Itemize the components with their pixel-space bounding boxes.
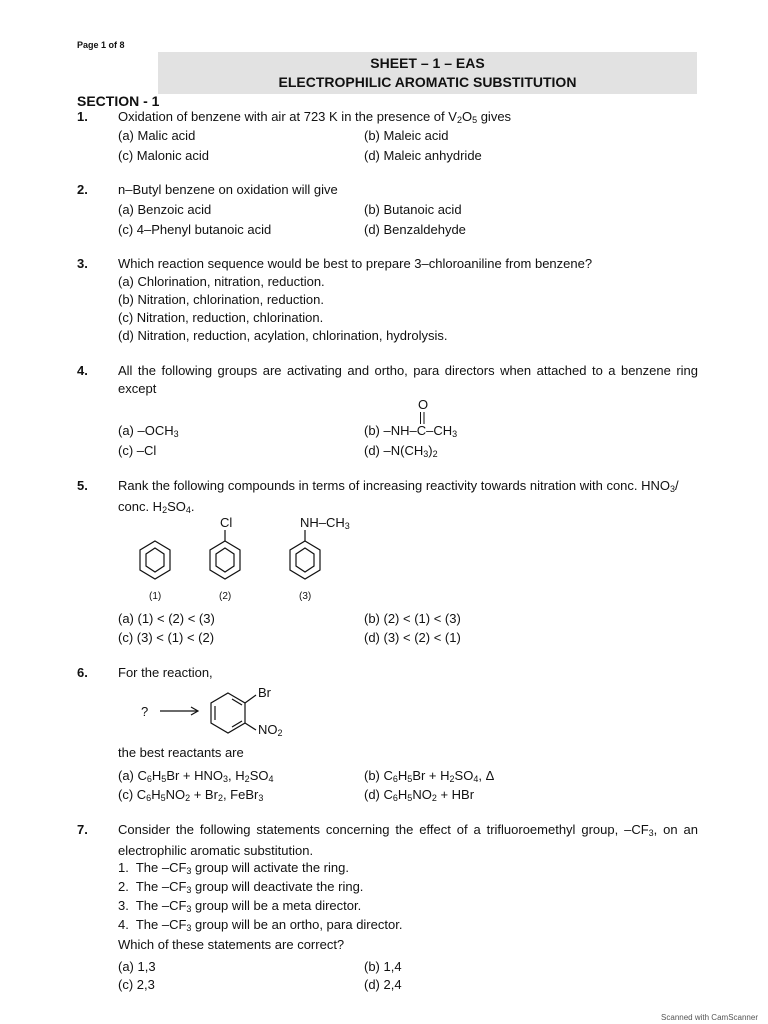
option: (b) 1,4 [364, 959, 402, 974]
br-bond [245, 695, 256, 703]
question-number: 4. [77, 363, 88, 378]
option: (b) $-NH-C-CH_3$ [364, 423, 458, 439]
compound-label: (1) [149, 591, 162, 602]
option: (c) 4–Phenyl butanoic acid [118, 222, 272, 237]
no2-bond [245, 723, 256, 730]
question-text: Which reaction sequence would be best to prepare 3–chloroaniline from benzene? [118, 256, 593, 271]
option: (a) $-OCH_3$ [118, 423, 179, 439]
option: (d) $C_6H_5NO_2$ + HBr [364, 787, 475, 803]
question-text: Oxidation of benzene with air at 723 K in the presence of $V_2O_5$ gives [118, 109, 512, 125]
option: (b) Butanoic acid [364, 202, 462, 217]
option: (c) Malonic acid [118, 148, 210, 163]
option: (c) –Cl [118, 443, 157, 458]
sheet-title: SHEET – 1 – EAS [370, 55, 485, 71]
product-br: Br [258, 685, 271, 700]
product-ring [211, 693, 245, 733]
question-text: Consider the following statements concerning the effect of a trifluoroemethyl group, $-CF_3$, on an electrophilic aromatic substitution. [118, 822, 698, 858]
option: (c) (3) < (1) < (2) [118, 630, 215, 645]
statement: 4. The $-CF_3$ group will be an ortho, para director. [118, 917, 403, 933]
question-number: 5. [77, 478, 88, 493]
option: (b) $C_6H_5Br + H_2SO_4$, Δ [364, 768, 495, 784]
scanner-watermark: Scanned with CamScanner [661, 1013, 758, 1022]
question-number: 3. [77, 256, 88, 271]
question-text: n–Butyl benzene on oxidation will give [118, 182, 338, 197]
option: (d) (3) < (2) < (1) [364, 630, 461, 645]
substituent-nhch3: $NH-CH_3$ [300, 515, 350, 531]
section-title: SECTION - 1 [77, 93, 160, 109]
option: (b) Maleic acid [364, 128, 449, 143]
substituent-cl: Cl [220, 515, 233, 530]
option: (a) 1,3 [118, 959, 156, 974]
option: (b) (2) < (1) < (3) [364, 611, 461, 626]
option: (d) Nitration, reduction, acylation, chlorination, hydrolysis. [118, 328, 448, 343]
option: (a) (1) < (2) < (3) [118, 611, 215, 626]
option: (a) $C_6H_5Br + HNO_3$, $H_2SO_4$ [118, 768, 274, 784]
question-text: For the reaction, [118, 665, 213, 680]
compound-label: (2) [219, 591, 232, 602]
question-number: 6. [77, 665, 88, 680]
statement: 2. The $-CF_3$ group will deactivate the ring. [118, 879, 364, 895]
option: (c) 2,3 [118, 977, 155, 992]
compound-label: (3) [299, 591, 312, 602]
option: (b) Nitration, chlorination, reduction. [118, 292, 324, 307]
statement: 3. The $-CF_3$ group will be a meta director. [118, 898, 362, 914]
option: (d) Benzaldehyde [364, 222, 466, 237]
option: (a) Malic acid [118, 128, 196, 143]
option: (a) Benzoic acid [118, 202, 212, 217]
question-number: 2. [77, 182, 88, 197]
question-text: Rank the following compounds in terms of increasing reactivity towards nitration with conc. $HNO_3/$ conc. $H_2SO_4$. [118, 478, 679, 515]
reactant-unknown: ? [141, 704, 149, 719]
product-no2: $NO_2$ [258, 722, 283, 738]
carbonyl-oxygen: O [418, 397, 429, 412]
statement: 1. The $-CF_3$ group will activate the ring. [118, 860, 349, 876]
question-number: 7. [77, 822, 88, 837]
question-number: 1. [77, 109, 88, 124]
option: (c) Nitration, reduction, chlorination. [118, 310, 324, 325]
question-text: All the following groups are activating and ortho, para directors when attached to a benzene ring except [118, 363, 698, 396]
option: (d) 2,4 [364, 977, 402, 992]
option: (d) $-N(CH_3)_2$ [364, 443, 438, 459]
sheet-subtitle: ELECTROPHILIC AROMATIC SUBSTITUTION [278, 74, 577, 90]
option: (c) $C_6H_5NO_2 + Br_2$, FeBr$_3$ [118, 787, 264, 803]
page-number: Page 1 of 8 [77, 40, 125, 50]
question-prompt: Which of these statements are correct? [118, 937, 345, 952]
option: (a) Chlorination, nitration, reduction. [118, 274, 325, 289]
question-subtext: the best reactants are [118, 745, 244, 760]
option: (d) Maleic anhydride [364, 148, 482, 163]
